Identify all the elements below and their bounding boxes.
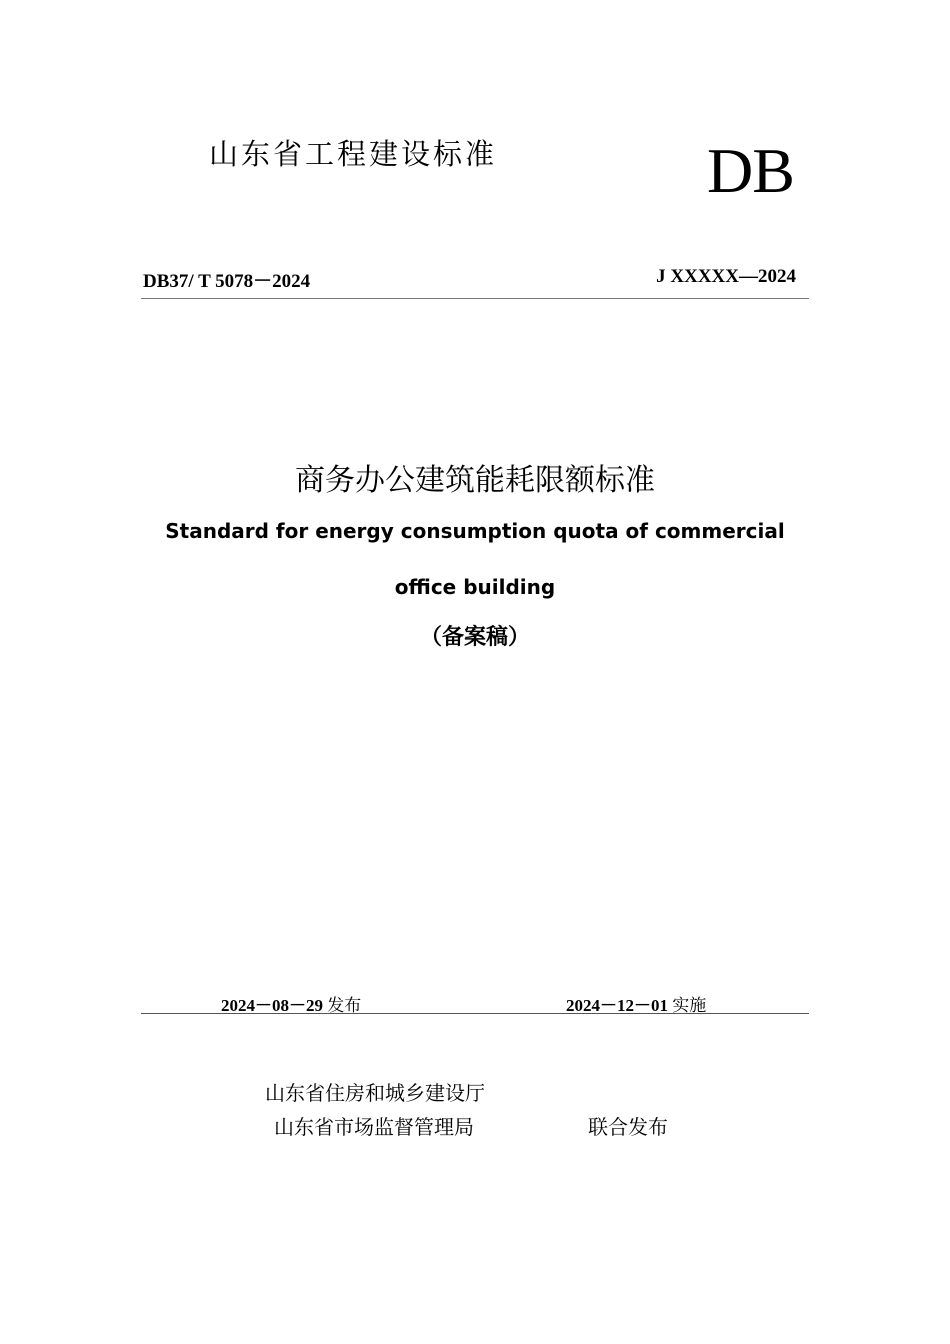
db-mark: DB: [707, 135, 794, 206]
issuer-line2: 山东省市场监督管理局: [274, 1115, 474, 1139]
document-title-cn: 商务办公建筑能耗限额标准: [295, 463, 655, 498]
filing-number: J XXXXX—2024: [656, 266, 796, 287]
issue-label: 发布: [327, 996, 362, 1016]
footer-divider: [141, 1013, 809, 1014]
document-title-en-line1: Standard for energy consumption quota of commercial: [165, 519, 785, 543]
standard-number: DB37/ T 5078－2024: [143, 271, 311, 292]
header-divider: [141, 298, 809, 299]
joint-issue-label: 联合发布: [588, 1115, 668, 1139]
document-title-en-line2: office building: [394, 575, 556, 599]
implement-label: 实施: [672, 996, 707, 1016]
implement-date-value: 2024－12－01: [566, 996, 668, 1015]
issue-date-value: 2024－08－29: [221, 996, 323, 1015]
issuer-line1: 山东省住房和城乡建设厅: [265, 1081, 485, 1105]
series-title: 山东省工程建设标准: [209, 137, 498, 171]
draft-note: （备案稿）: [419, 625, 530, 650]
